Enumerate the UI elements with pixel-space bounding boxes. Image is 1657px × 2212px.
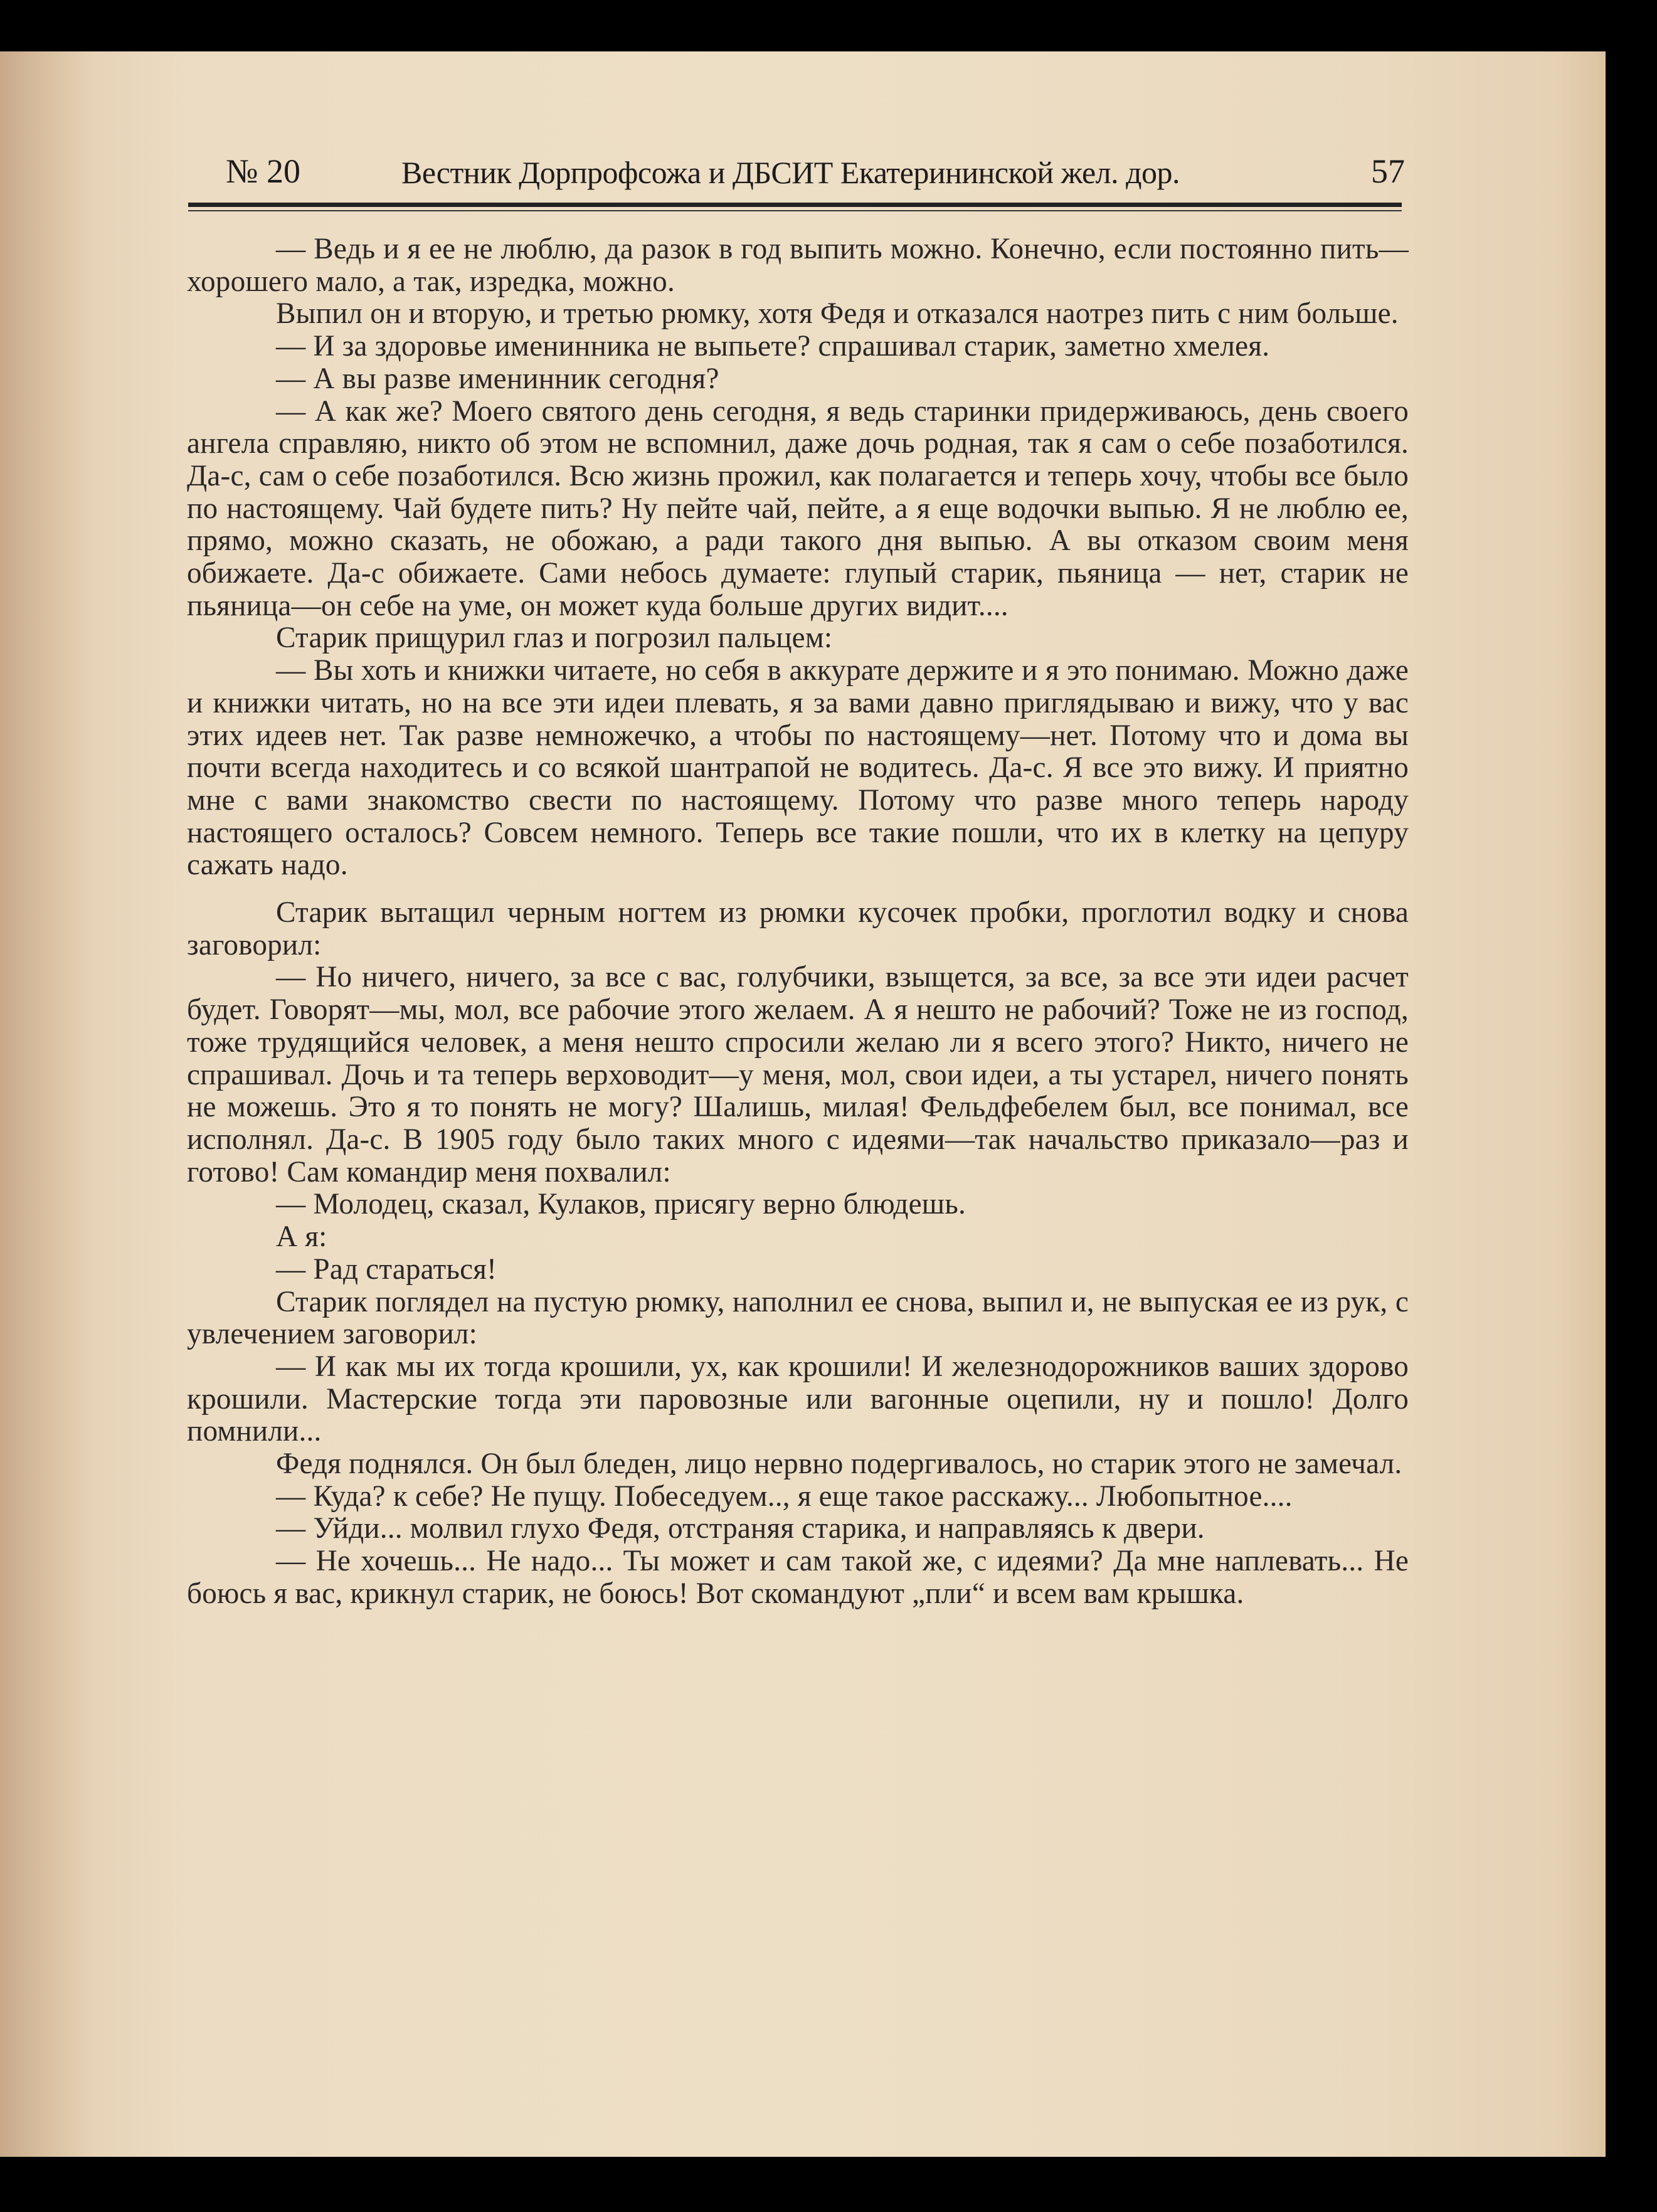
- header-rule-thick: [188, 203, 1402, 207]
- issue-number: № 20: [226, 152, 301, 190]
- paragraph: — Куда? к себе? Не пущу. Побеседуем.., я еще такое расскажу... Любопытное....: [276, 1479, 1293, 1513]
- paragraph: — Вы хоть и книжки читаете, но себя в аккурате держите и я это понимаю. Можно даже и книжки читать, но на все эти идеи плевать, я за вами давно приглядываю и вижу, что у вас этих идеев нет. Так разве немножечко, а чтобы по настоящему—нет. Потому что и дома вы почти всегда находитесь и со всякой шантрапой не водитесь. Да-с. Я все это вижу. И приятно мне с вами знакомство свести по настоящему. Потому что разве много теперь народу настоящего осталось? Совсем немного. Теперь все такие пошли, что их в клетку на цепуру сажать надо.: [187, 654, 1409, 882]
- paragraph: — А как же? Моего святого день сегодня, я ведь старинки придерживаюсь, день своего ангела справляю, никто об этом не вспомнил, даже дочь родная, так я сам о себе позаботился. Да-с, сам о себе позаботился. Всю жизнь прожил, как полагается и теперь хочу, чтобы все было по настоящему. Чай будете пить? Ну пейте чай, пейте, а я еще водочки выпью. Я не люблю ее, прямо, можно сказать, не обожаю, а ради такого дня выпью. А вы отказом своим меня обижаете. Да-с обижаете. Сами небось думаете: глупый старик, пьяница — нет, старик не пьяница—он себе на уме, он может куда больше других видит....: [187, 394, 1409, 622]
- page: [0, 51, 1606, 2157]
- paragraph: Выпил он и вторую, и третью рюмку, хотя Федя и отказался наотрез пить с ним больше.: [276, 297, 1399, 331]
- paragraph: — Ведь и я ее не люблю, да разок в год выпить можно. Конечно, если постоянно пить—хорошего мало, а так, изредка, можно.: [187, 233, 1409, 298]
- paragraph: Старик вытащил черным ногтем из рюмки кусочек пробки, проглотил водку и снова заговорил:: [187, 896, 1409, 961]
- page-number: 57: [1371, 152, 1405, 190]
- journal-title: Вестник Дорпрофсожа и ДБСИТ Екатерининской жел. дор.: [401, 155, 1180, 190]
- article-body: [187, 233, 1409, 1611]
- paragraph: — Не хочешь... Не надо... Ты может и сам такой же, с идеями? Да мне наплевать... Не боюсь я вас, крикнул старик, не боюсь! Вот скомандуют „пли“ и всем вам крышка.: [187, 1545, 1409, 1610]
- paragraph: — И за здоровье именинника не выпьете? спрашивал старик, заметно хмелея.: [276, 330, 1270, 363]
- paragraph: — А вы разве именинник сегодня?: [276, 362, 719, 395]
- paragraph: Федя поднялся. Он был бледен, лицо нервно подергивалось, но старик этого не замечал.: [276, 1447, 1402, 1481]
- paragraph: — Молодец, сказал, Кулаков, присягу верно блюдешь.: [276, 1188, 966, 1221]
- paragraph: — И как мы их тогда крошили, ух, как крошили! И железнодорожников ваших здорово крошили. Мастерские тогда эти паровозные или вагонные оцепили, ну и пошло! Долго помнили...: [187, 1350, 1409, 1448]
- paragraph: Старик прищурил глаз и погрозил пальцем:: [276, 622, 833, 655]
- paragraph: — Рад стараться!: [276, 1252, 497, 1286]
- paragraph: А я:: [276, 1220, 327, 1254]
- paragraph: — Но ничего, ничего, за все с вас, голубчики, взыщется, за все, за все эти идеи расчет будет. Говорят—мы, мол, все рабочие этого желаем. А я нешто не рабочий? Тоже не из господ, тоже трудящийся человек, а меня нешто спросили желаю ли я всего этого? Никто, ничего не спрашивал. Дочь и та теперь верховодит—у меня, мол, свои идеи, а ты устарел, ничего понять не можешь. Это я то понять не могу? Шалишь, милая! Фельдфебелем был, все понимал, все исполнял. Да-с. В 1905 году было таких много с идеями—так начальство приказало—раз и готово! Сам командир меня похвалил:: [187, 961, 1409, 1188]
- paragraph: Старик поглядел на пустую рюмку, наполнил ее снова, выпил и, не выпуская ее из рук, с увлечением заговорил:: [187, 1285, 1409, 1351]
- running-header: [188, 152, 1405, 202]
- header-rule-thin: [188, 210, 1402, 211]
- paragraph: — Уйди... молвил глухо Федя, отстраняя старика, и направляясь к двери.: [276, 1512, 1205, 1545]
